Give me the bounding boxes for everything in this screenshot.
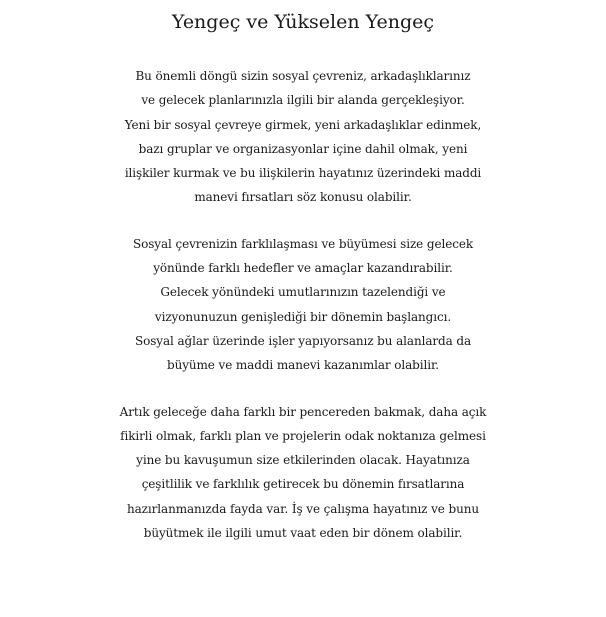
text-line: Sosyal çevrenizin farklılaşması ve büyümesi size gelecek [132,236,474,251]
text-line: hazırlanmanızda fayda var. İş ve çalışma hayatınız ve bunu [127,501,479,516]
text-line: yönünde farklı hedefler ve amaçlar kazandırabilir. [153,261,453,276]
text-line: vizyonunuzun genişlediği bir dönemin başlangıcı. [154,309,452,324]
text-line: çeşitlilik ve farklılık getirecek bu dönemin fırsatlarına [141,477,465,492]
text-line: yine bu kavuşumun size etkilerinden olacak. Hayatınıza [136,453,470,468]
text-line: ilişkiler kurmak ve bu ilişkilerin hayatınız üzerindeki maddi [124,166,482,181]
text-line: fikirli olmak, farklı plan ve projelerin odak noktanıza gelmesi [120,428,486,443]
text-line: Yeni bir sosyal çevreye girmek, yeni arkadaşlıklar edinmek, [124,117,482,132]
paragraph-2 [0,232,606,378]
paragraph-1 [0,64,606,210]
text-line: Gelecek yönündeki umutlarınızın tazelendiği ve [160,285,446,300]
text-line: büyüme ve maddi manevi kazanımlar olabilir. [167,358,439,373]
paragraph-3 [0,400,606,546]
text-line: Artık geleceğe daha farklı bir pencereden bakmak, daha açık [119,404,487,419]
text-line: ve gelecek planlarınızla ilgili bir alanda gerçekleşiyor. [141,93,465,108]
text-line: Bu önemli döngü sizin sosyal çevreniz, arkadaşlıklarınız [135,69,471,83]
text-line: büyütmek ile ilgili umut vaat eden bir dönem olabilir. [143,526,463,541]
text-line: bazı gruplar ve organizasyonlar içine dahil olmak, yeni [138,141,468,156]
document-title: Yengeç ve Yükselen Yengeç [171,11,435,33]
text-line: Sosyal ağlar üzerinde işler yapıyorsanız bu alanlarda da [134,333,472,348]
text-line: manevi fırsatları söz konusu olabilir. [194,190,412,205]
